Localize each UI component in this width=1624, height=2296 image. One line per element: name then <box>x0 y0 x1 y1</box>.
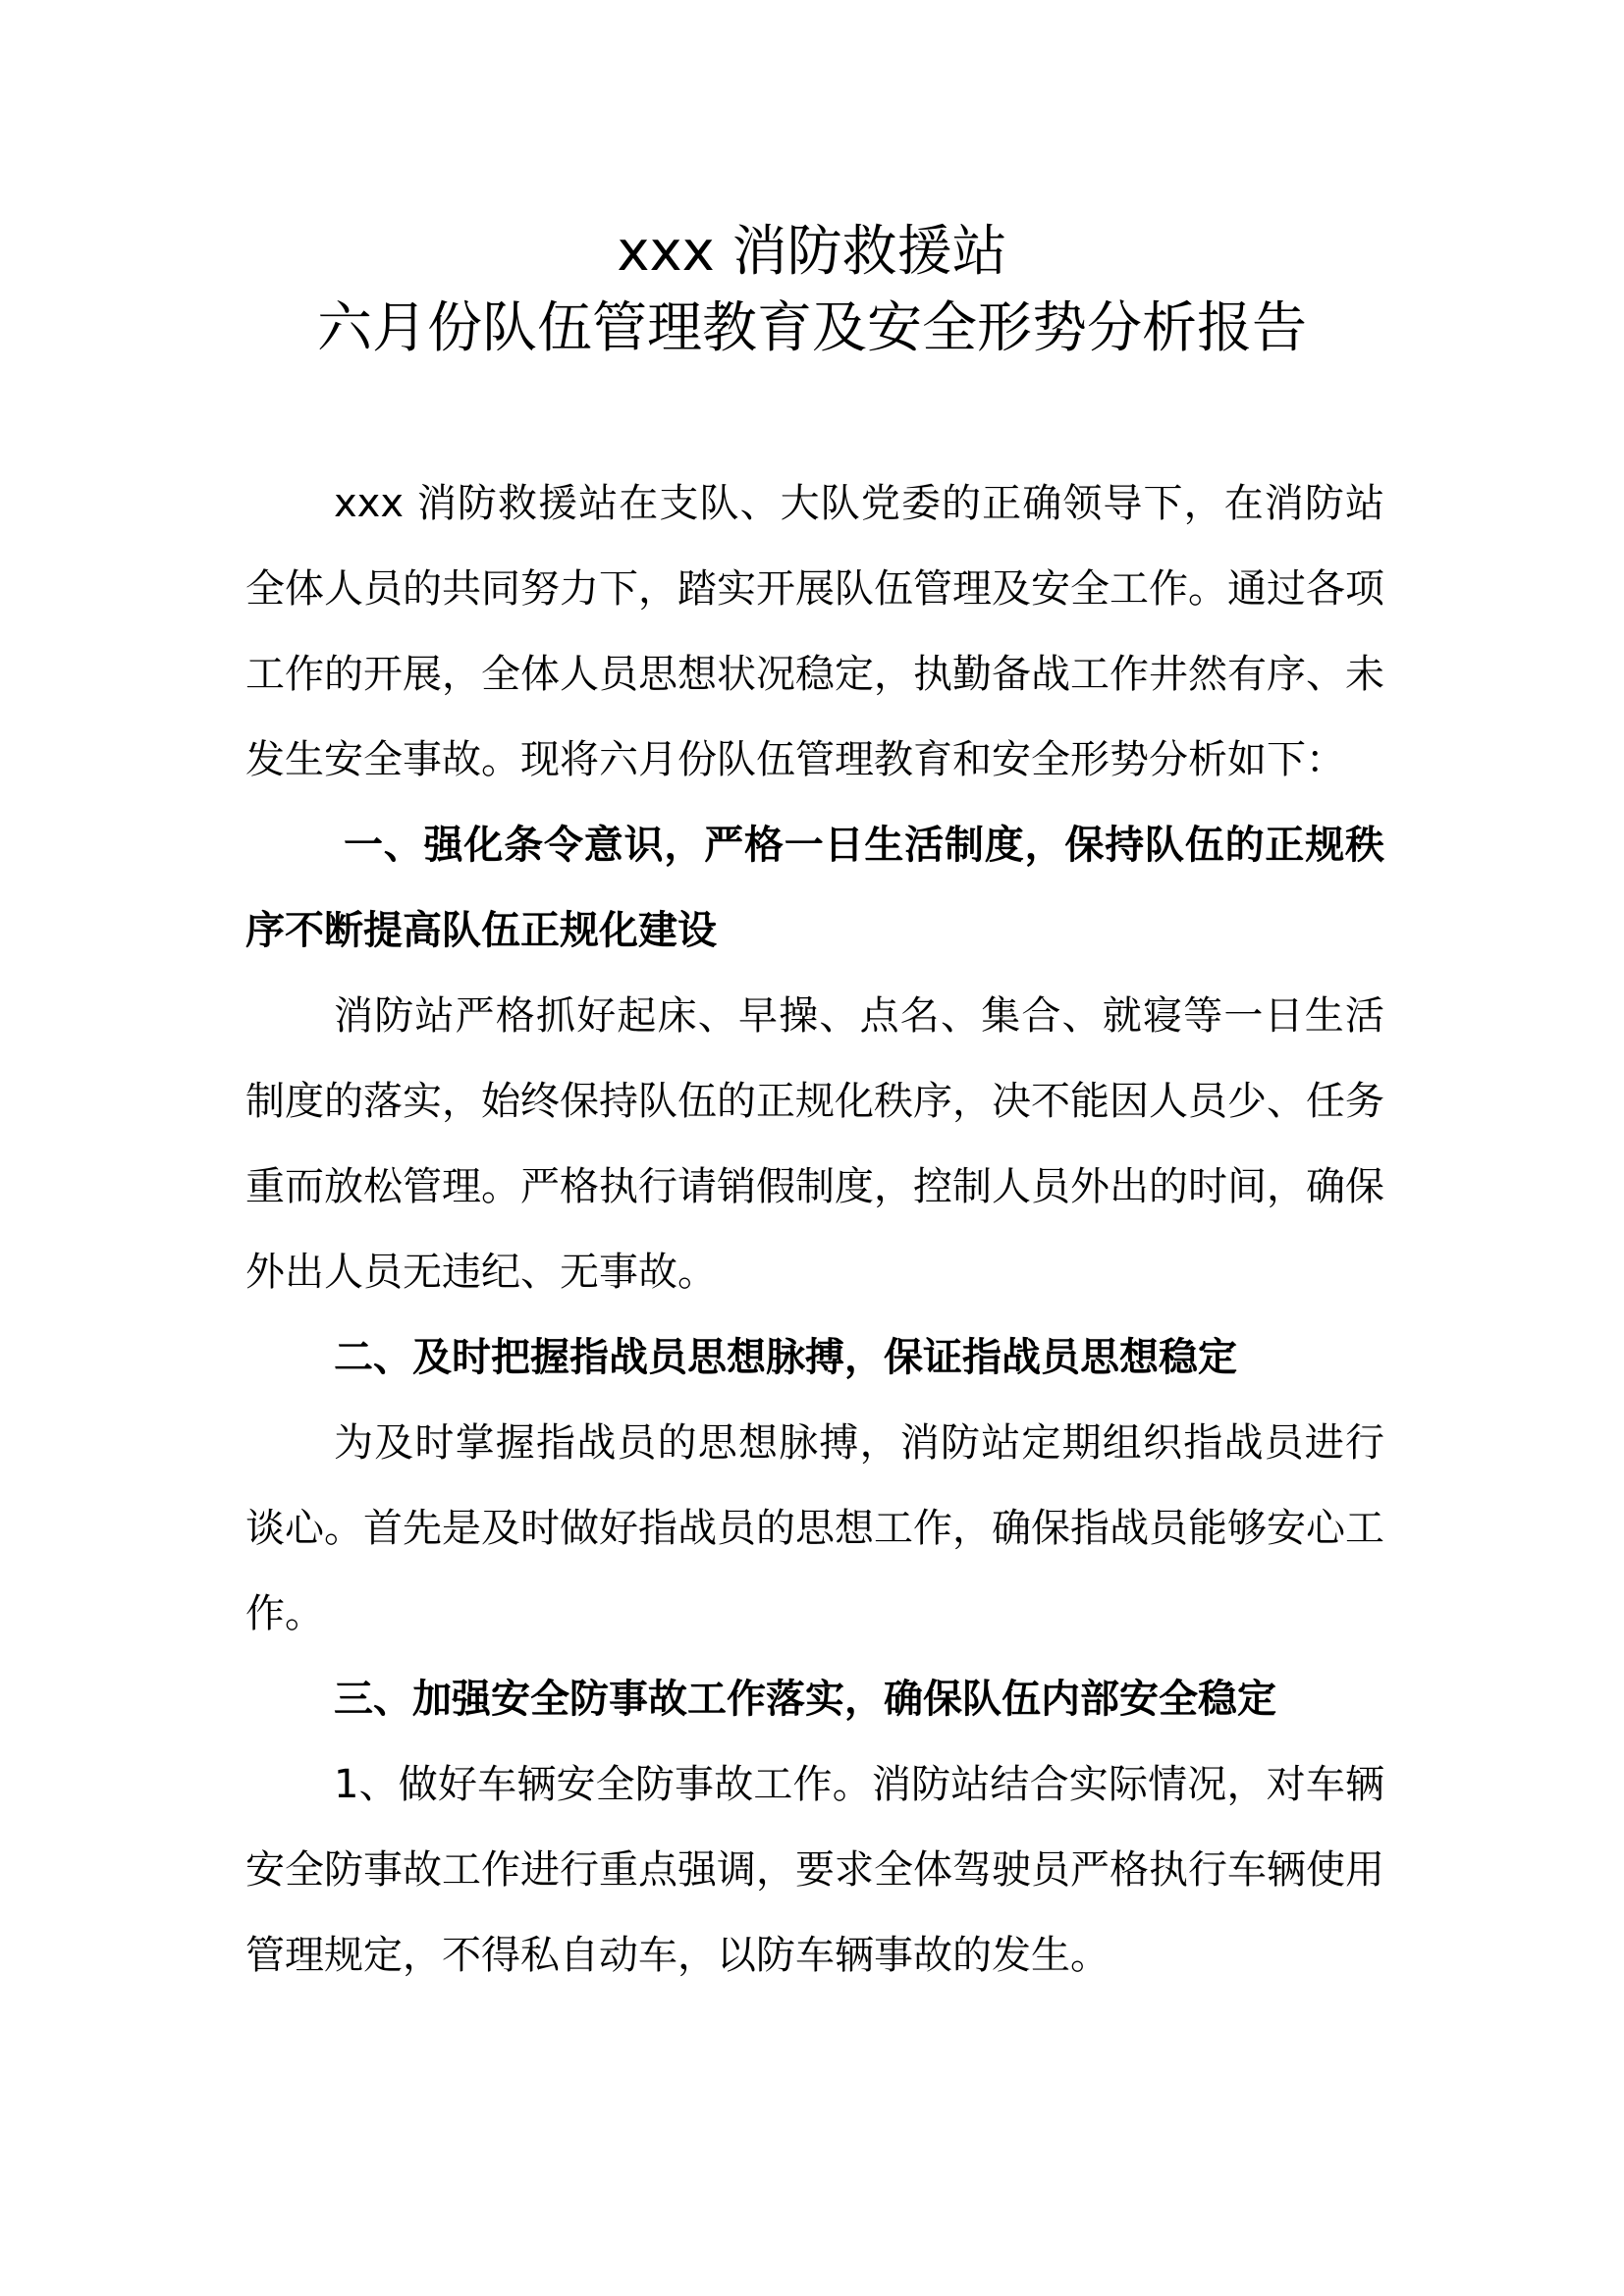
section-1-body: 消防站严格抓好起床、早操、点名、集合、就寝等一日生活制度的落实，始终保持队伍的正规化秩序，决不能因人员少、任务重而放松管理。严格执行请销假制度，控制人员外出的时间，确保外出人员无违纪、无事故。 <box>245 993 1384 1295</box>
intro-paragraph: xxx 消防救援站在支队、大队党委的正确领导下，在消防站全体人员的共同努力下，踏实开展队伍管理及安全工作。通过各项工作的开展，全体人员思想状况稳定，执勤备战工作井然有序、未发生安全事故。现将六月份队伍管理教育和安全形势分析如下： <box>245 481 1384 782</box>
section-2-heading: 二、及时把握指战员思想脉搏，保证指战员思想稳定 <box>334 1335 1237 1380</box>
section-2-body: 为及时掌握指战员的思想脉搏，消防站定期组织指战员进行谈心。首先是及时做好指战员的思想工作，确保指战员能够安心工作。 <box>245 1420 1384 1636</box>
section-1-heading: 一、强化条令意识，严格一日生活制度，保持队伍的正规秩序不断提高队伍正规化建设 <box>245 823 1384 953</box>
section-3-body: 1、做好车辆安全防事故工作。消防站结合实际情况，对车辆安全防事故工作进行重点强调，要求全体驾驶员严格执行车辆使用管理规定，不得私自动车，以防车辆事故的发生。 <box>245 1762 1384 1978</box>
document-body <box>245 461 1384 1999</box>
title-line-1: xxx 消防救援站 <box>617 220 1007 284</box>
title-line-2: 六月份队伍管理教育及安全形势分析报告 <box>317 296 1307 360</box>
section-3-heading: 三、加强安全防事故工作落实，确保队伍内部安全稳定 <box>334 1677 1276 1722</box>
